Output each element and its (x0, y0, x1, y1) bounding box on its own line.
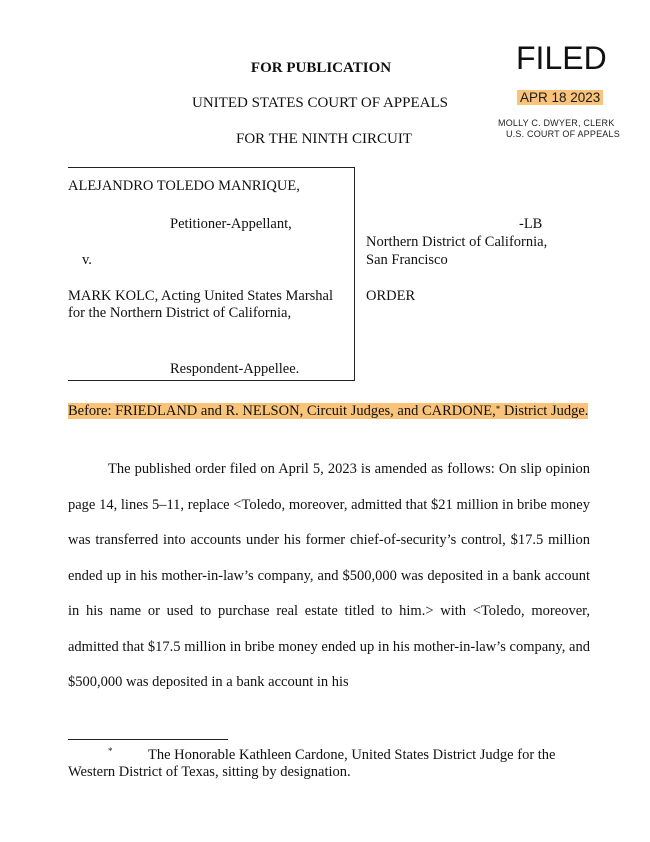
case-number-suffix: -LB (519, 216, 543, 232)
panel-line (68, 402, 590, 421)
clerk-office: U.S. COURT OF APPEALS (506, 129, 620, 139)
footnote-divider (68, 739, 228, 740)
district-city: San Francisco (366, 252, 448, 268)
court-name: UNITED STATES COURT OF APPEALS (192, 95, 448, 111)
filed-date: APR 18 2023 (517, 90, 603, 105)
case-caption-box (68, 167, 355, 381)
footnote (68, 747, 593, 781)
order-body (68, 452, 590, 701)
footnote-text: The Honorable Kathleen Cardone, United States District Judge for the Western District of Texas, sitting by designation. (68, 747, 556, 780)
respondent-role: Respondent-Appellee. (170, 361, 300, 377)
publication-label: FOR PUBLICATION (250, 60, 392, 76)
panel-judges: Before: FRIEDLAND and R. NELSON, Circuit Judges, and CARDONE,* District Judge. (68, 403, 589, 419)
petitioner-role: Petitioner-Appellant, (170, 216, 292, 232)
filed-stamp: FILED (516, 40, 607, 76)
circuit-name: FOR THE NINTH CIRCUIT (236, 131, 412, 147)
versus-label: v. (82, 252, 92, 268)
amendment-paragraph: The published order filed on April 5, 2023 is amended as follows: On slip opinion page 14, lines 5–11, replace <Toledo, moreover, admitted that $21 million in bribe money was transferred into accounts under his former chief-of-security’s control, $17.5 million ended up in his mother-in-law’s company, and $500,000 was deposited in a bank account in his name or used to purchase real estate titled to him.> with <Toledo, moreover, admitted that $17.5 million in bribe money ended up in his mother-in-law’s company, and $500,000 was deposited in a bank account in his (68, 461, 590, 690)
footnote-ref: * (495, 404, 501, 414)
clerk-name: MOLLY C. DWYER, CLERK (498, 118, 615, 128)
petitioner-name: ALEJANDRO TOLEDO MANRIQUE, (68, 178, 300, 194)
footnote-mark: * (108, 746, 113, 756)
district-line: Northern District of California, (366, 234, 548, 250)
respondent-name: MARK KOLC, Acting United States Marshal for the Northern District of California, (68, 288, 334, 321)
document-type: ORDER (366, 288, 416, 304)
